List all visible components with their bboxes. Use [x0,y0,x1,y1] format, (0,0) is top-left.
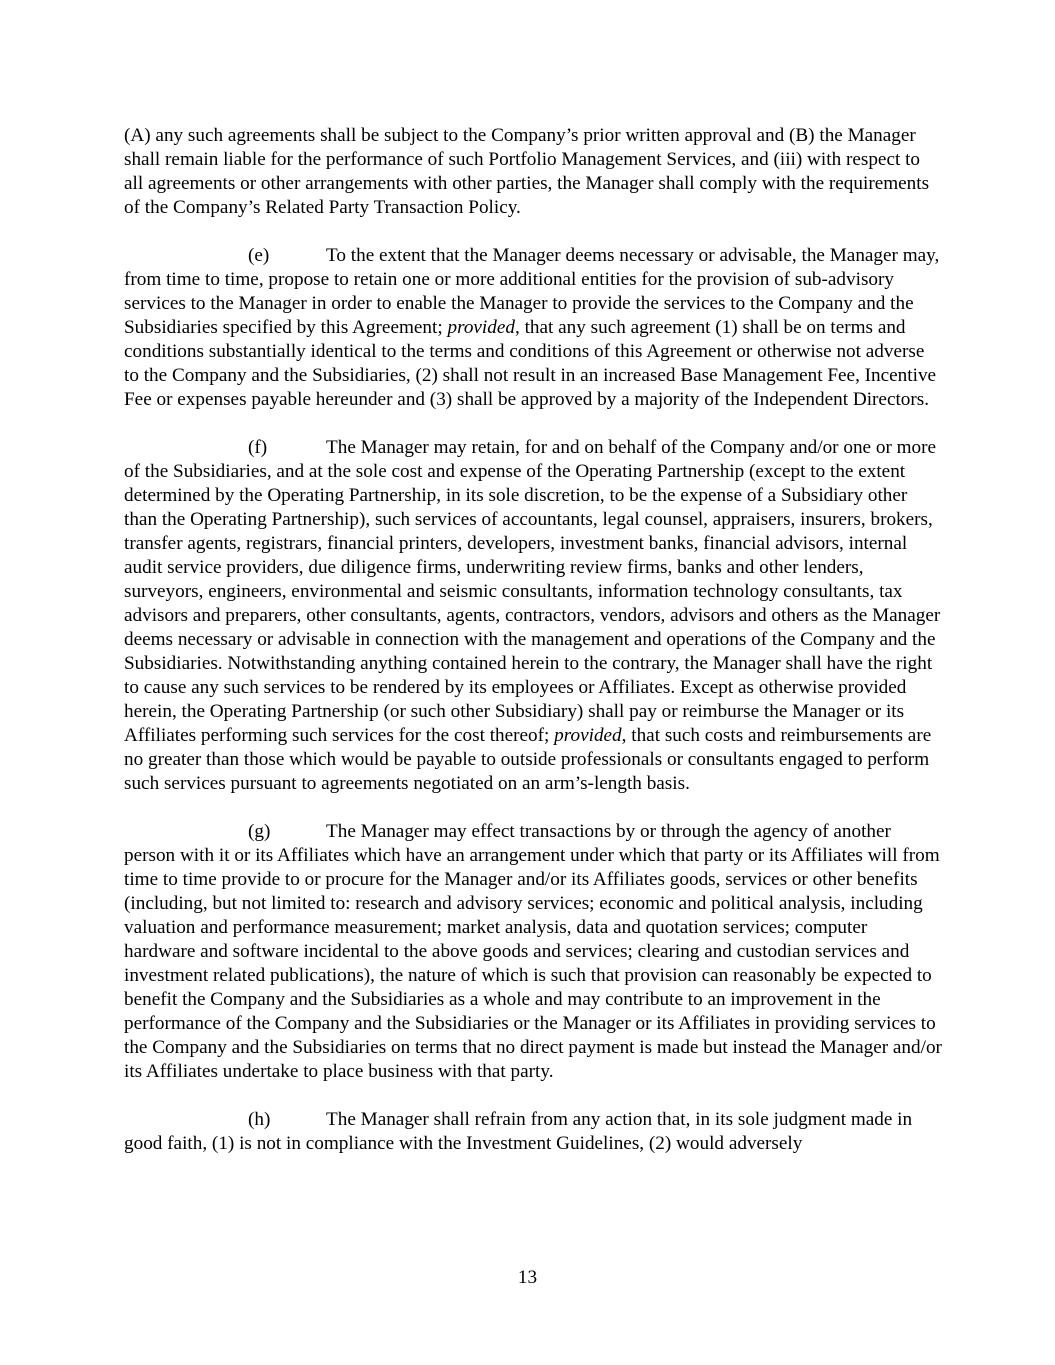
paragraph-label: (g) [248,821,271,842]
paragraph-italic-term: provided [447,317,515,338]
paragraph-label: (f) [248,437,268,458]
paragraph-h [124,1108,942,1156]
paragraph-e [124,244,942,412]
paragraph-italic-term: provided [554,725,622,746]
paragraph-label: (e) [248,245,270,266]
paragraph-text: To the extent that the Manager deems necessary or advisable, the Manager may, from time to time, propose to retain one or more additional entities for the provision of sub-advisory services to the Manager in order to enable the Manager to provide the services to the Company and the Subsidiaries specified by this Agreement; [124,245,940,338]
paragraph-continuation [124,124,942,220]
paragraph-label: (h) [248,1109,271,1130]
paragraph-text: (A) any such agreements shall be subject to the Company’s prior written approval and (B) the Manager shall remain liable for the performance of such Portfolio Management Services, and (iii) with respect to all agreements or other arrangements with other parties, the Manager shall comply with the requirements of the Company’s Related Party Transaction Policy. [124,125,930,218]
document-body [124,124,942,1180]
paragraph-text: The Manager may effect transactions by or through the agency of another person with it or its Affiliates which have an arrangement under which that party or its Affiliates will from time to time provide to or procure for the Manager and/or its Affiliates goods, services or other benefits (including, but not limited to: research and advisory services; economic and political analysis, including valuation and performance measurement; market analysis, data and quotation services; computer hardware and software incidental to the above goods and services; clearing and custodian services and investment related publications), the nature of which is such that provision can reasonably be expected to benefit the Company and the Subsidiaries as a whole and may contribute to an improvement in the performance of the Company and the Subsidiaries or the Manager or its Affiliates in providing services to the Company and the Subsidiaries on terms that no direct payment is made but instead the Manager and/or its Affiliates undertake to place business with that party. [124,821,942,1082]
paragraph-g [124,820,942,1084]
paragraph-text: The Manager shall refrain from any action that, in its sole judgment made in good faith, (1) is not in compliance with the Investment Guidelines, (2) would adversely [124,1109,913,1154]
paragraph-text: The Manager may retain, for and on behalf of the Company and/or one or more of the Subsidiaries, and at the sole cost and expense of the Operating Partnership (except to the extent determined by the Operating Partnership, in its sole discretion, to be the expense of a Subsidiary other than the Operating Partnership), such services of accountants, legal counsel, appraisers, insurers, brokers, transfer agents, registrars, financial printers, developers, investment banks, financial advisors, internal audit service providers, due diligence firms, underwriting review firms, banks and other lenders, surveyors, engineers, environmental and seismic consultants, information technology consultants, tax advisors and preparers, other consultants, agents, contractors, vendors, advisors and others as the Manager deems necessary or advisable in connection with the management and operations of the Company and the Subsidiaries. Notwithstanding anything contained herein to the contrary, the Manager shall have the right to cause any such services to be rendered by its employees or Affiliates. Except as otherwise provided herein, the Operating Partnership (or such other Subsidiary) shall pay or reimburse the Manager or its Affiliates performing such services for the cost thereof; [124,437,941,746]
paragraph-text: , that such costs and reimbursements are no greater than those which would be payable to outside professionals or consultants engaged to perform such services pursuant to agreements negotiated on an arm’s-length basis. [124,725,932,794]
paragraph-text: , that any such agreement (1) shall be on terms and conditions substantially identical to the terms and conditions of this Agreement or otherwise not adverse to the Company and the Subsidiaries, (2) shall not result in an increased Base Management Fee, Incentive Fee or expenses payable hereunder and (3) shall be approved by a majority of the Independent Directors. [124,317,937,410]
paragraph-f [124,436,942,796]
page-number: 13 [517,1267,538,1288]
